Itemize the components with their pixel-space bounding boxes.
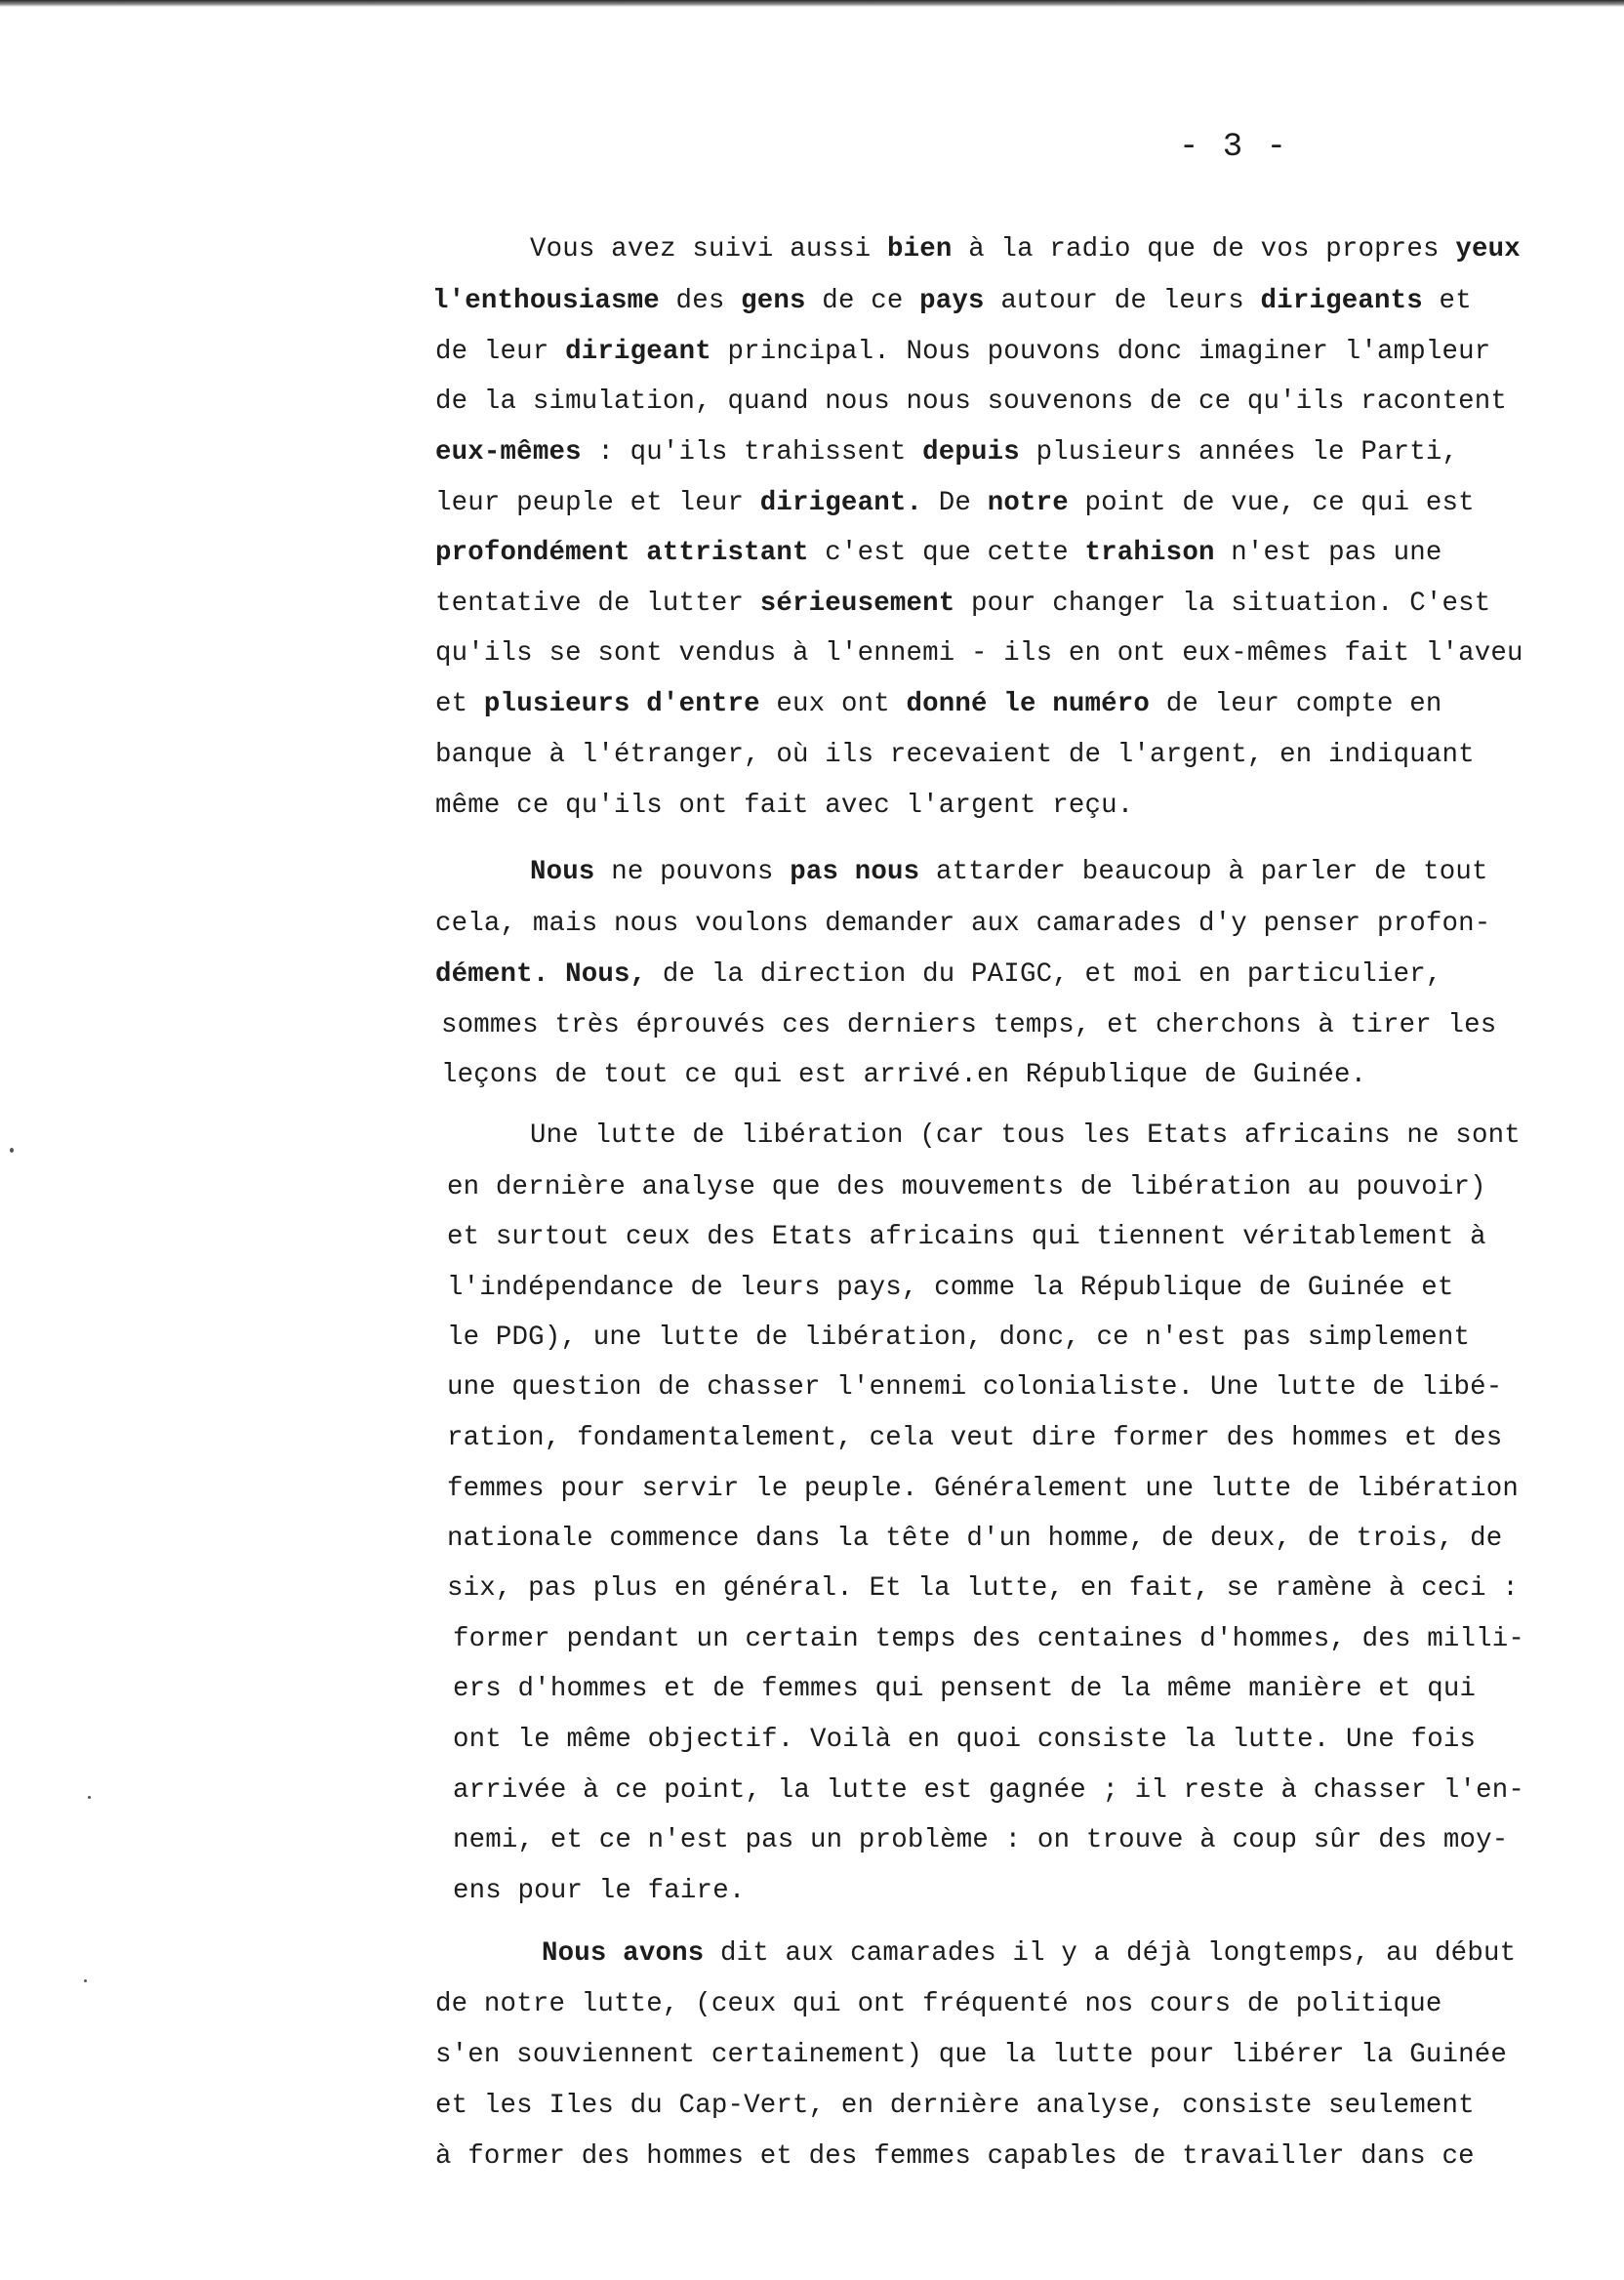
text-segment: gens xyxy=(741,286,806,316)
text-segment: notre xyxy=(987,488,1069,518)
text-line xyxy=(435,590,1490,617)
text-line xyxy=(447,1324,1470,1351)
text-segment: n'est pas une xyxy=(1214,538,1442,568)
text-line xyxy=(447,1425,1502,1451)
text-segment: dirigeant. xyxy=(759,488,923,518)
text-line xyxy=(435,961,1442,988)
text-line xyxy=(435,2093,1475,2119)
text-segment: une question de chasser l'ennemi colonialiste. Une lutte de libé- xyxy=(447,1372,1503,1403)
text-segment: de notre lutte, (ceux qui ont fréquenté nos cours de politique xyxy=(435,1989,1442,2019)
text-line xyxy=(435,339,1490,365)
text-line xyxy=(453,1878,745,1904)
text-segment: en dernière analyse que des mouvements de libération au pouvoir) xyxy=(447,1172,1486,1202)
text-segment: sommes très éprouvés ces derniers temps, et cherchons à tirer les xyxy=(441,1010,1497,1040)
text-segment: Nous avons xyxy=(542,1938,705,1969)
text-segment: attarder beaucoup à parler de tout xyxy=(919,857,1488,887)
text-line xyxy=(435,1991,1442,2017)
text-segment: former pendant un certain temps des centaines d'hommes, des milli- xyxy=(453,1624,1525,1654)
text-segment: des xyxy=(659,286,742,316)
text-segment: l'enthousiasme xyxy=(432,286,660,316)
text-segment: banque à l'étranger, où ils recevaient de l'argent, en indiquant xyxy=(435,740,1475,770)
text-segment: de leur compte en xyxy=(1150,689,1442,719)
text-segment: leçons de tout ce qui est arrivé.en République de Guinée. xyxy=(441,1060,1367,1090)
page-number: - 3 - xyxy=(1179,129,1289,166)
text-segment: femmes pour servir le peuple. Généralement une lutte de libération xyxy=(447,1474,1520,1504)
text-segment: trahison xyxy=(1084,538,1215,568)
text-line xyxy=(435,911,1490,937)
text-segment: bien xyxy=(887,234,953,265)
text-segment: pays xyxy=(919,286,985,316)
text-segment: ers d'hommes et de femmes qui pensent de la même manière et qui xyxy=(453,1674,1477,1704)
text-segment: à la radio que de vos propres xyxy=(952,234,1456,265)
text-segment: dit aux camarades il y a déjà longtemps, au début xyxy=(704,1938,1517,1969)
text-segment: et les Iles du Cap-Vert, en dernière analyse, consiste seulement xyxy=(435,2091,1475,2121)
text-line xyxy=(447,1174,1486,1201)
text-segment: tentative de lutter xyxy=(435,589,760,619)
text-line xyxy=(435,2143,1475,2170)
text-line xyxy=(453,1727,1476,1753)
text-segment: profondément attristant xyxy=(435,538,809,568)
text-segment: leur peuple et leur xyxy=(435,488,760,518)
text-segment: ont le même objectif. Voilà en quoi consiste la lutte. Une fois xyxy=(453,1725,1477,1755)
text-segment: de ce xyxy=(805,286,920,316)
text-segment: arrivée à ce point, la lutte est gagnée ; il reste à chasser l'en- xyxy=(453,1775,1525,1806)
text-segment: principal. Nous pouvons donc imaginer l'ampleur xyxy=(710,337,1491,367)
text-line xyxy=(435,2042,1507,2068)
text-segment: : qu'ils trahissent xyxy=(581,437,923,468)
text-segment: De xyxy=(922,488,988,518)
text-line xyxy=(435,793,1133,819)
text-line xyxy=(447,1275,1454,1301)
text-line xyxy=(453,1827,1508,1853)
text-line xyxy=(435,439,1458,466)
text-segment: autour de leurs xyxy=(984,286,1261,316)
text-segment: point de vue, ce qui est xyxy=(1068,488,1475,518)
scan-speck xyxy=(88,1796,91,1799)
text-line xyxy=(447,1476,1519,1502)
text-segment: ration, fondamentalement, cela veut dire former des hommes et des xyxy=(447,1423,1503,1453)
text-line xyxy=(441,1012,1496,1038)
text-segment: pas nous xyxy=(790,857,920,887)
text-line xyxy=(530,859,1488,885)
text-segment: cela, mais nous voulons demander aux camarades d'y penser profon- xyxy=(435,909,1491,939)
text-line xyxy=(447,1526,1502,1552)
text-segment: plusieurs d'entre xyxy=(483,689,760,719)
text-segment: et surtout ceux des Etats africains qui tiennent véritablement à xyxy=(447,1222,1486,1252)
text-segment: c'est que cette xyxy=(808,538,1085,568)
text-line xyxy=(542,1940,1516,1967)
text-segment: eux ont xyxy=(759,689,907,719)
page-top-edge xyxy=(0,0,1624,7)
text-segment: s'en souviennent certainement) que la lutte pour libérer la Guinée xyxy=(435,2040,1508,2070)
text-segment: dirigeants xyxy=(1260,286,1423,316)
text-line xyxy=(530,1122,1521,1149)
text-segment: six, pas plus en général. Et la lutte, en fait, se ramène à ceci : xyxy=(447,1573,1520,1604)
text-line xyxy=(435,490,1475,516)
text-line xyxy=(453,1777,1524,1804)
text-line xyxy=(453,1626,1524,1652)
scan-speck xyxy=(10,1148,14,1153)
text-segment: dirigeant xyxy=(565,337,711,367)
text-segment: et xyxy=(1422,286,1472,316)
text-segment: Vous avez suivi aussi xyxy=(530,234,888,265)
text-segment: donné le numéro xyxy=(906,689,1151,719)
text-segment: Une lutte de libération (car tous les Etats africains ne sont xyxy=(530,1120,1521,1151)
text-line xyxy=(432,288,1472,314)
text-segment: eux-mêmes xyxy=(435,437,582,468)
text-line xyxy=(447,1575,1519,1602)
text-segment: plusieurs années le Parti, xyxy=(1019,437,1459,468)
text-segment: de la direction du PAIGC, et moi en particulier, xyxy=(646,959,1442,990)
text-segment: qu'ils se sont vendus à l'ennemi - ils en ont eux-mêmes fait l'aveu xyxy=(435,638,1523,669)
text-line xyxy=(435,540,1442,566)
text-line xyxy=(435,691,1442,717)
text-segment: dément. Nous, xyxy=(435,959,647,990)
text-line xyxy=(435,640,1523,667)
text-segment: à former des hommes et des femmes capables de travailler dans ce xyxy=(435,2141,1475,2172)
text-segment: nemi, et ce n'est pas un problème : on trouve à coup sûr des moy- xyxy=(453,1825,1509,1855)
text-segment: sérieusement xyxy=(759,589,955,619)
text-segment: pour changer la situation. C'est xyxy=(954,589,1491,619)
text-segment: et xyxy=(435,689,484,719)
text-segment: de la simulation, quand nous nous souvenons de ce qu'ils racontent xyxy=(435,387,1508,417)
text-segment: Nous xyxy=(530,857,595,887)
text-segment: depuis xyxy=(922,437,1020,468)
scan-speck xyxy=(84,1979,87,1982)
text-line xyxy=(530,236,1521,263)
text-line xyxy=(435,388,1507,415)
text-segment: de leur xyxy=(435,337,566,367)
text-segment: ens pour le faire. xyxy=(453,1876,746,1906)
text-segment: ne pouvons xyxy=(594,857,791,887)
text-segment: l'indépendance de leurs pays, comme la République de Guinée et xyxy=(447,1273,1454,1303)
text-line xyxy=(441,1062,1366,1088)
text-line xyxy=(453,1676,1476,1702)
text-segment: yeux xyxy=(1455,234,1521,265)
text-segment: le PDG), une lutte de libération, donc, ce n'est pas simplement xyxy=(447,1323,1471,1353)
text-segment: nationale commence dans la tête d'un homme, de deux, de trois, de xyxy=(447,1524,1503,1554)
text-line xyxy=(435,742,1475,768)
text-segment: même ce qu'ils ont fait avec l'argent reçu. xyxy=(435,791,1134,821)
text-line xyxy=(447,1374,1502,1401)
text-line xyxy=(447,1224,1486,1250)
